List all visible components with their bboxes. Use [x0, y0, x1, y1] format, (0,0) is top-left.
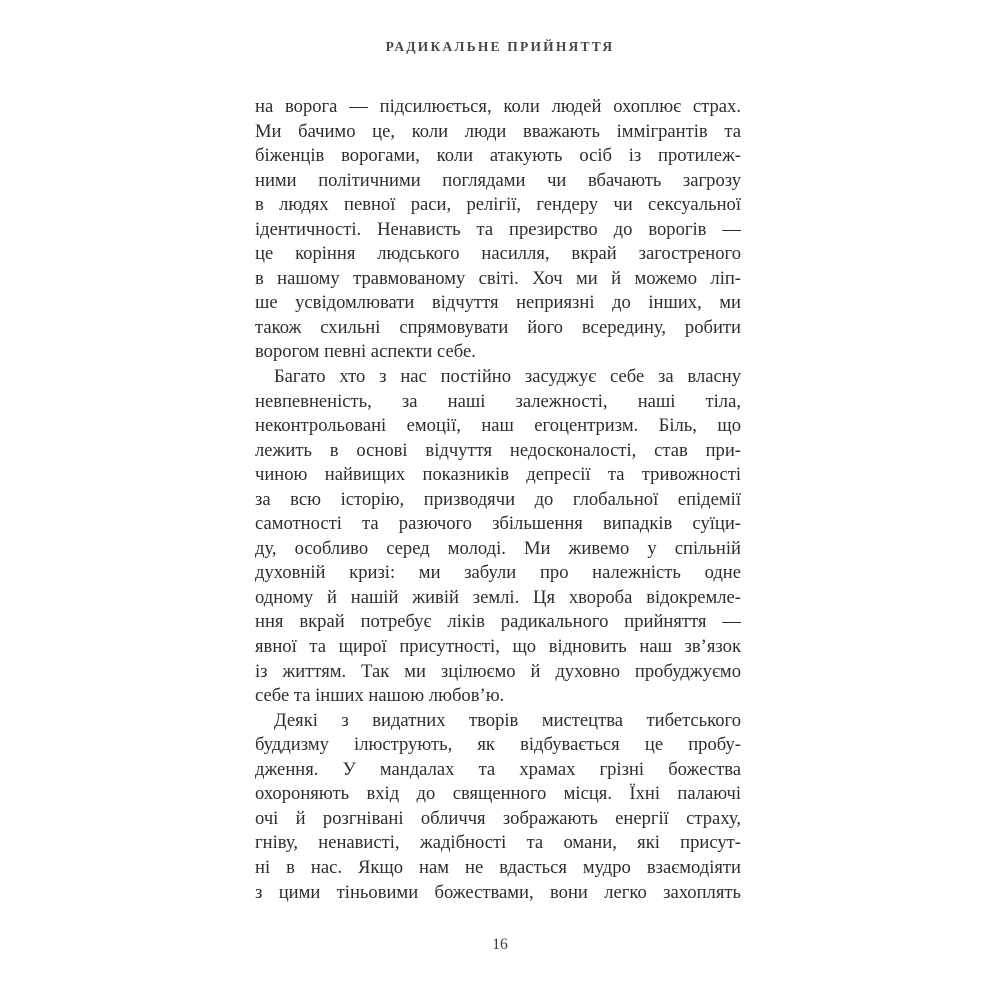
text-line: ворогом певні аспекти себе.: [255, 341, 476, 363]
text-line: чиною найвищих показників депресії та тривожності: [255, 464, 741, 486]
text-line: духовній кризі: ми забули про належність одне: [255, 562, 741, 584]
running-header: РАДИКАЛЬНЕ ПРИЙНЯТТЯ: [385, 39, 615, 54]
text-line: одному й нашій живій землі. Ця хвороба відокремле-: [255, 586, 741, 608]
text-line: з цими тіньовими божествами, вони легко захоплять: [255, 881, 741, 903]
text-line: Багато хто з нас постійно засуджує себе за власну: [274, 366, 741, 388]
text-line: ні в нас. Якщо нам не вдасться мудро взаємодіяти: [255, 856, 741, 878]
text-line: неконтрольовані емоції, наш егоцентризм. Біль, що: [255, 415, 741, 437]
text-line: це коріння людського насилля, вкрай загостреного: [255, 243, 741, 265]
text-line: в нашому травмованому світі. Хоч ми й можемо ліп-: [255, 267, 741, 289]
text-line: лежить в основі відчуття недосконалості, став при-: [255, 439, 741, 461]
text-line: ними політичними поглядами чи вбачають загрозу: [255, 169, 741, 191]
text-line: явної та щирої присутності, що відновить наш зв’язок: [255, 636, 741, 658]
text-line: буддизму ілюструють, як відбувається це пробу-: [255, 734, 741, 756]
text-line: із життям. Так ми зцілюємо й духовно пробуджуємо: [255, 660, 741, 682]
text-line: ння вкрай потребує ліків радикального прийняття —: [255, 611, 741, 633]
text-line: ше усвідомлювати відчуття неприязні до інших, ми: [255, 292, 741, 314]
text-line: дження. У мандалах та храмах грізні божества: [255, 758, 741, 780]
text-line: в людях певної раси, релігії, гендеру чи сексуальної: [255, 194, 741, 216]
text-line: за всю історію, призводячи до глобальної епідемії: [255, 488, 741, 510]
body-text: [255, 95, 741, 905]
text-line: також схильні спрямовувати його всередину, робити: [255, 316, 741, 338]
text-line: Деякі з видатних творів мистецтва тибетського: [274, 709, 741, 731]
text-line: Ми бачимо це, коли люди вважають іммігрантів та: [255, 120, 741, 142]
text-line: себе та інших нашою любов’ю.: [255, 685, 505, 707]
text-line: невпевненість, за наші залежності, наші тіла,: [255, 390, 741, 412]
text-line: ідентичності. Ненависть та презирство до ворогів —: [255, 218, 741, 240]
page-number: 16: [492, 936, 508, 953]
text-line: на ворога — підсилюється, коли людей охоплює страх.: [255, 96, 741, 117]
text-line: самотності та разючого збільшення випадків суїци-: [255, 513, 741, 535]
text-line: очі й розгнівані обличчя зображають енергії страху,: [255, 807, 741, 829]
text-line: гніву, ненависті, жадібності та омани, які присут-: [255, 832, 741, 854]
text-line: біженців ворогами, коли атакують осіб із протилеж-: [255, 145, 741, 167]
text-line: ду, особливо серед молоді. Ми живемо у спільній: [255, 537, 741, 559]
text-line: охороняють вхід до священного місця. Їхні палаючі: [255, 783, 741, 805]
